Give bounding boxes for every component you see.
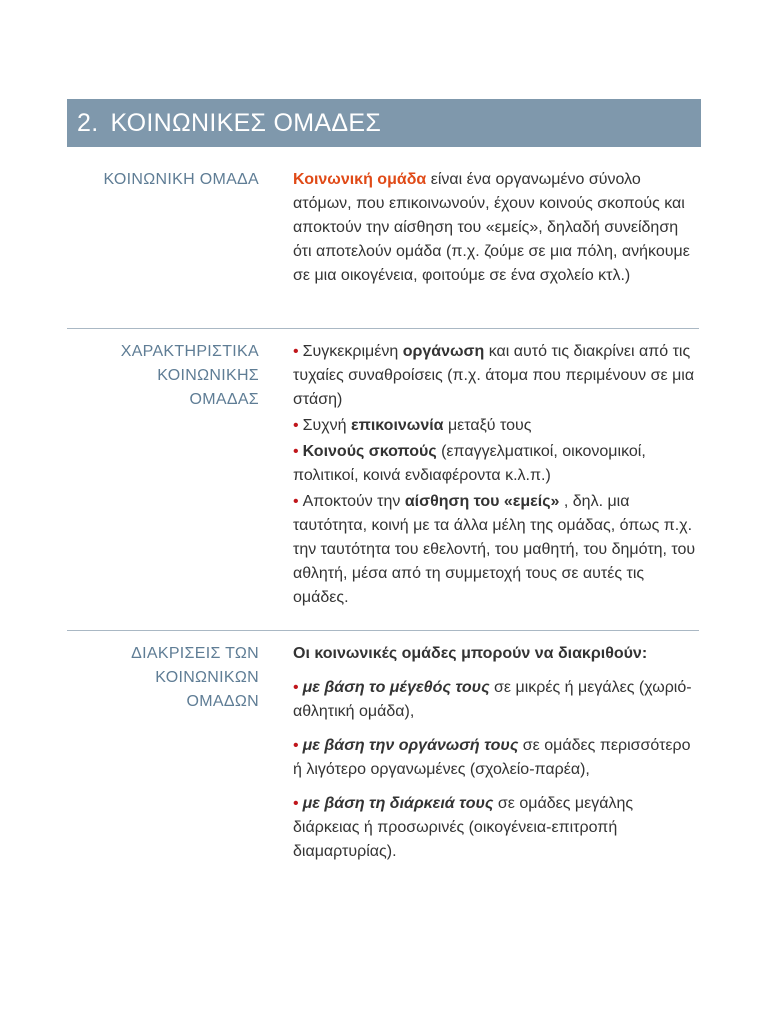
list-item xyxy=(293,414,699,438)
defined-term: Κοινωνική ομάδα xyxy=(293,171,427,188)
list-item xyxy=(293,490,699,610)
bullet-icon: • xyxy=(293,443,299,460)
bullet-icon: • xyxy=(293,737,299,754)
section-title: ΚΟΙΝΩΝΙΚΕΣ ΟΜΑΔΕΣ xyxy=(110,108,382,137)
list-item xyxy=(293,676,699,724)
item-keyword: επικοινωνία xyxy=(351,417,444,434)
item-text: Συγκεκριμένη xyxy=(302,343,403,360)
bullet-icon: • xyxy=(293,795,299,812)
distinctions-list xyxy=(293,642,699,874)
item-criterion: με βάση τη διάρκειά τους xyxy=(302,795,494,812)
item-text: μεταξύ τους xyxy=(443,417,532,434)
list-item xyxy=(293,340,699,412)
divider xyxy=(67,328,699,329)
item-text: (επαγγελματικοί, οικονομικοί, πολιτικοί, κοινά ενδιαφέροντα κ.λ.π.) xyxy=(293,443,646,484)
item-keyword: οργάνωση xyxy=(402,343,485,360)
definition-body: είναι ένα οργανωμένο σύνολο ατόμων, που επικοινωνούν, έχουν κοινούς σκοπούς και αποκτούν την αίσθηση του «εμείς», δηλαδή συνείδηση ότι αποτελούν ομάδα (π.χ. ζούμε σε μια πόλη, ανήκουμε σε μια οικογένεια, φοιτούμε σε ένα σχολείο κτλ.) xyxy=(293,171,690,284)
bullet-icon: • xyxy=(293,679,299,696)
item-text: , δηλ. μια ταυτότητα, κοινή με τα άλλα μέλη της ομάδας, όπως π.χ. την ταυτότητα του εθελοντή, του μαθητή, του δημότη, του αθλητή, μέσα από τη συμμετοχή τους σε αυτές τις ομάδες. xyxy=(293,493,696,606)
section-label: ΚΟΙΝΩΝΙΚΗ ΟΜΑΔΑ xyxy=(103,171,259,188)
list-item xyxy=(293,792,699,864)
item-criterion: με βάση την οργάνωσή τους xyxy=(302,737,519,754)
section-label: ΔΙΑΚΡΙΣΕΙΣ ΤΩΝ ΚΟΙΝΩΝΙΚΩΝ ΟΜΑΔΩΝ xyxy=(131,645,259,710)
definition-text xyxy=(293,168,699,288)
bullet-icon: • xyxy=(293,417,299,434)
item-criterion: με βάση το μέγεθός τους xyxy=(302,679,490,696)
item-keyword: Κοινούς σκοπούς xyxy=(302,443,437,460)
item-text: σε ομάδες μεγάλης διάρκειας ή προσωρινές (οικογένεια-επιτροπή διαμαρτυρίας). xyxy=(293,795,634,860)
item-text: σε ομάδες περισσότερο ή λιγότερο οργανωμένες (σχολείο-παρέα), xyxy=(293,737,691,778)
bullet-icon: • xyxy=(293,493,299,510)
section-title-bar xyxy=(67,99,701,147)
item-text: σε μικρές ή μεγάλες (χωριό-αθλητική ομάδα), xyxy=(293,679,692,720)
list-item xyxy=(293,440,699,488)
item-text: Αποκτούν την xyxy=(302,493,405,510)
characteristics-list xyxy=(293,340,699,612)
divider xyxy=(67,630,699,631)
distinctions-intro: Οι κοινωνικές ομάδες μπορούν να διακριθούν: xyxy=(293,645,648,662)
item-text: και αυτό τις διακρίνει από τις τυχαίες συναθροίσεις (π.χ. άτομα που περιμένουν σε μια στάση) xyxy=(293,343,695,408)
section-number: 2. xyxy=(77,108,99,137)
item-keyword: αίσθηση του «εμείς» xyxy=(404,493,560,510)
bullet-icon: • xyxy=(293,343,299,360)
item-text: Συχνή xyxy=(302,417,351,434)
list-item xyxy=(293,734,699,782)
section-label: ΧΑΡΑΚΤΗΡΙΣΤΙΚΑ ΚΟΙΝΩΝΙΚΗΣ ΟΜΑΔΑΣ xyxy=(120,343,259,408)
